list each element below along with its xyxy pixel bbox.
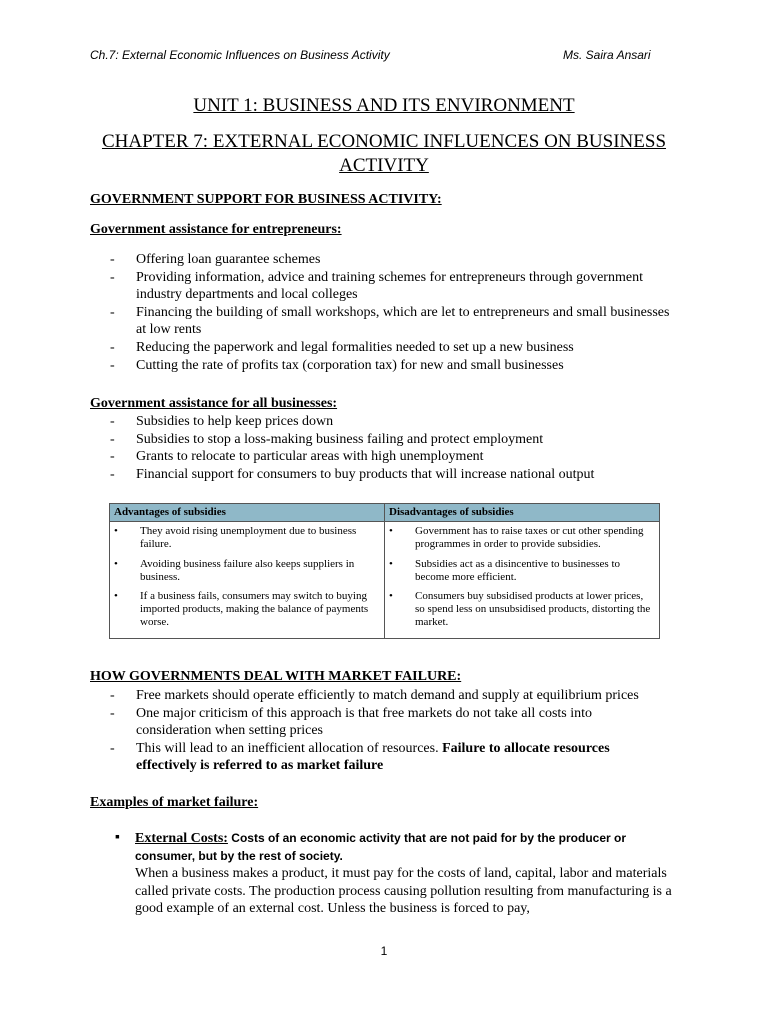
example-external-costs	[115, 830, 680, 918]
list-item: - Free markets should operate efficiently to match demand and supply at equilibrium prices	[110, 687, 670, 705]
table-header-disadvantages: Disadvantages of subsidies	[385, 504, 660, 522]
term-external-costs: External Costs:	[135, 831, 228, 846]
list-item: - One major criticism of this approach is that free markets do not take all costs into consideration when setting prices	[110, 705, 670, 740]
examples-list	[115, 830, 680, 918]
list-item	[110, 740, 670, 775]
chapter-title: CHAPTER 7: EXTERNAL ECONOMIC INFLUENCES ON BUSINESS ACTIVITY	[101, 131, 667, 176]
list-item: - Cutting the rate of profits tax (corporation tax) for new and small businesses	[110, 357, 670, 375]
list-item: - Providing information, advice and training schemes for entrepreneurs through government industry departments and local colleges	[110, 269, 670, 304]
market-failure-definition: Failure to allocate resources effectively is referred to as market failure	[136, 740, 610, 774]
list-item: - Grants to relocate to particular areas with high unemployment	[110, 448, 670, 466]
list-item-text: This will lead to an inefficient allocation of resources.	[136, 740, 443, 756]
table-bullet: • Avoiding business failure also keeps suppliers in business.	[114, 558, 380, 584]
external-costs-paragraph: When a business makes a product, it must pay for the costs of land, capital, labor and materials called private costs. The production process causing pollution resulting from manufacturing is a good example of an external cost. Unless the business is forced to pay,	[135, 866, 672, 917]
page-number: 1	[380, 944, 388, 958]
table-bullet: • Government has to raise taxes or cut other spending programmes in order to provide subsidies.	[389, 525, 655, 551]
table-bullet: • Subsidies act as a disincentive to businesses to become more efficient.	[389, 558, 655, 584]
table-bullet: • Consumers buy subsidised products at lower prices, so spend less on unsubsidised products, distorting the market.	[389, 590, 655, 630]
advantages-cell	[110, 522, 385, 638]
disadvantages-cell	[385, 522, 660, 638]
list-item: - Financing the building of small workshops, which are let to entrepreneurs and small businesses at low rents	[110, 304, 670, 339]
unit-title: UNIT 1: BUSINESS AND ITS ENVIRONMENT	[193, 95, 575, 116]
subheading-entrepreneurs: Government assistance for entrepreneurs:	[90, 222, 342, 237]
table-bullet: • If a business fails, consumers may switch to buying imported products, making the balance of payments worse.	[114, 590, 380, 630]
list-item: - Offering loan guarantee schemes	[110, 251, 670, 269]
section-heading-market-failure: HOW GOVERNMENTS DEAL WITH MARKET FAILURE:	[90, 669, 462, 684]
list-item: - Subsidies to help keep prices down	[110, 413, 670, 431]
table-bullet: • They avoid rising unemployment due to business failure.	[114, 525, 380, 551]
list-item: - Subsidies to stop a loss-making business failing and protect employment	[110, 431, 670, 449]
subsidies-table	[109, 503, 660, 639]
table-header-advantages: Advantages of subsidies	[110, 504, 385, 522]
business-assistance-list	[110, 413, 670, 483]
list-item: - Financial support for consumers to buy products that will increase national output	[110, 466, 670, 484]
section-heading-government-support: GOVERNMENT SUPPORT FOR BUSINESS ACTIVITY:	[90, 192, 442, 207]
list-item: - Reducing the paperwork and legal formalities needed to set up a new business	[110, 339, 670, 357]
entrepreneur-assistance-list	[110, 251, 670, 374]
market-failure-list	[110, 687, 670, 775]
subheading-examples: Examples of market failure:	[90, 795, 259, 810]
subheading-all-businesses: Government assistance for all businesses:	[90, 396, 338, 411]
running-header-chapter: Ch.7: External Economic Influences on Business Activity	[90, 48, 390, 62]
definition-external-costs: Costs of an economic activity that are not paid for by the producer or consumer, but by the rest of society.	[135, 831, 626, 863]
running-header-author: Ms. Saira Ansari	[563, 48, 651, 62]
